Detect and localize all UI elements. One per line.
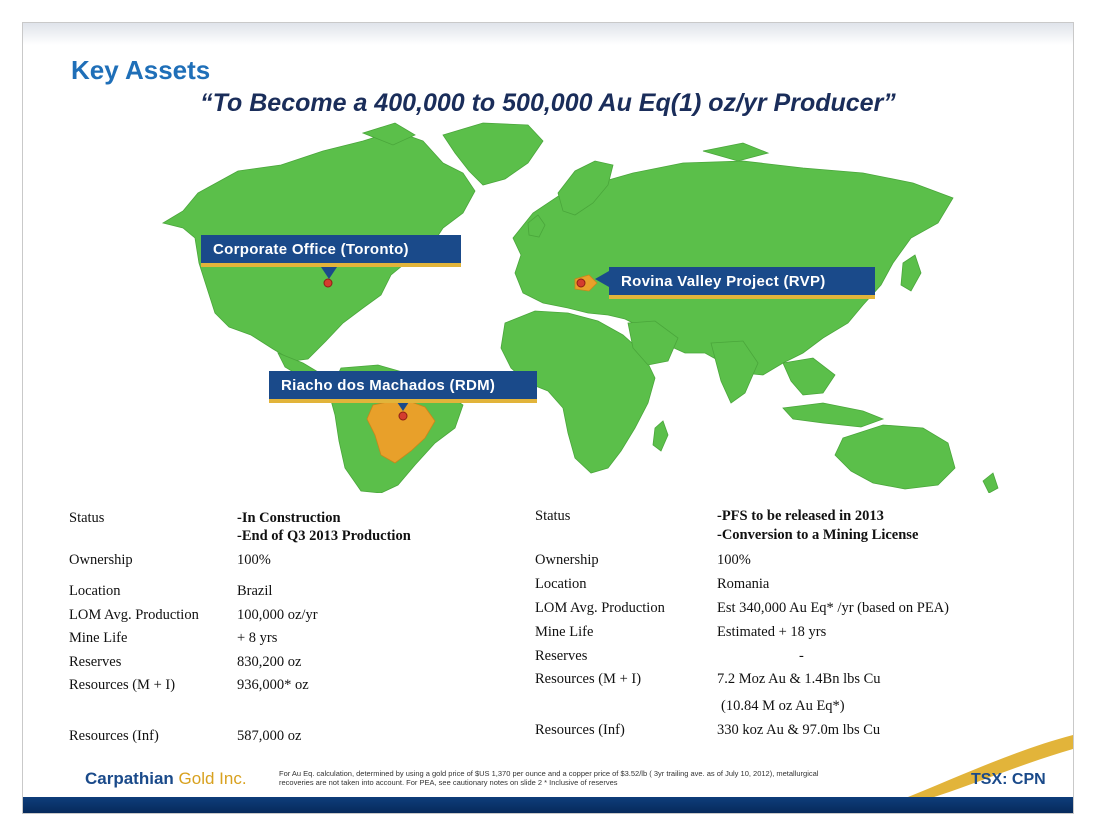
page-subtitle: “To Become a 400,000 to 500,000 Au Eq(1) oz/yr Producer” [200,89,896,117]
rdm-callout: Riacho dos Machados (RDM) [269,371,537,403]
rdm-reserves-label: Reserves [69,654,122,670]
rdm-reserves-value: 830,200 oz [237,654,302,670]
rdm-resources-mi-value: 936,000* oz [237,677,309,693]
rdm-resources-mi-label: Resources (M + I) [69,677,176,693]
rdm-ownership-value: 100% [237,552,271,568]
rdm-mine-life-label: Mine Life [69,630,128,646]
ticker-symbol: TSX: CPN [971,771,1046,788]
rvp-ownership-value: 100% [717,552,751,568]
rdm-mine-life-value: + 8 yrs [237,630,278,646]
slide [22,22,1074,814]
toronto-callout: Corporate Office (Toronto) [201,235,461,267]
rvp-reserves-value: - [799,648,804,664]
rdm-status-value: -In Construction [237,510,341,526]
rdm-location-value: Brazil [237,583,273,599]
footnote-line-1: For Au Eq. calculation, determined by using a gold price of $US 1,370 per ounce and a copper price of $3.52/lb ( 3yr trailing ave. as of July 10, 2012), metallurgical [279,769,819,778]
rvp-location-value: Romania [717,576,770,592]
rvp-production-label: LOM Avg. Production [535,600,665,616]
bottom-bar [23,797,1073,813]
rvp-resources-inf-label: Resources (Inf) [535,722,625,738]
rdm-status-label: Status [69,510,105,526]
rvp-location-label: Location [535,576,587,592]
rvp-resources-aueq-value: (10.84 M oz Au Eq*) [721,698,845,714]
rvp-production-value: Est 340,000 Au Eq* /yr (based on PEA) [717,600,949,616]
rvp-resources-inf-value: 330 koz Au & 97.0m lbs Cu [717,722,881,738]
rdm-ownership-label: Ownership [69,552,133,568]
rvp-reserves-label: Reserves [535,648,588,664]
rvp-status-label: Status [535,508,571,524]
logo-gold-text: Gold Inc. [178,769,247,788]
rvp-mine-life-label: Mine Life [535,624,594,640]
page-title: Key Assets [71,55,211,85]
footnote [279,769,919,787]
rdm-production-value: 100,000 oz/yr [237,607,318,623]
rvp-ownership-label: Ownership [535,552,599,568]
rvp-status-value-2: -Conversion to a Mining License [717,527,919,543]
footnote-line-2: recoveries are not taken into account. For PEA, see cautionary notes on slide 2 * Inclusive of reserves [279,778,618,787]
company-logo [85,769,247,789]
rvp-resources-mi-label: Resources (M + I) [535,671,642,687]
rvp-resources-mi-value: 7.2 Moz Au & 1.4Bn lbs Cu [717,671,881,687]
rdm-production-label: LOM Avg. Production [69,607,199,623]
logo-main-text: Carpathian [85,769,174,788]
gold-swoosh [23,23,1073,813]
rdm-location-label: Location [69,583,121,599]
rvp-mine-life-value: Estimated + 18 yrs [717,624,827,640]
rvp-status-value: -PFS to be released in 2013 [717,508,884,524]
rdm-resources-inf-label: Resources (Inf) [69,728,159,744]
rvp-callout: Rovina Valley Project (RVP) [609,267,875,299]
rdm-status-value-2: -End of Q3 2013 Production [237,528,411,544]
rdm-resources-inf-value: 587,000 oz [237,728,302,744]
